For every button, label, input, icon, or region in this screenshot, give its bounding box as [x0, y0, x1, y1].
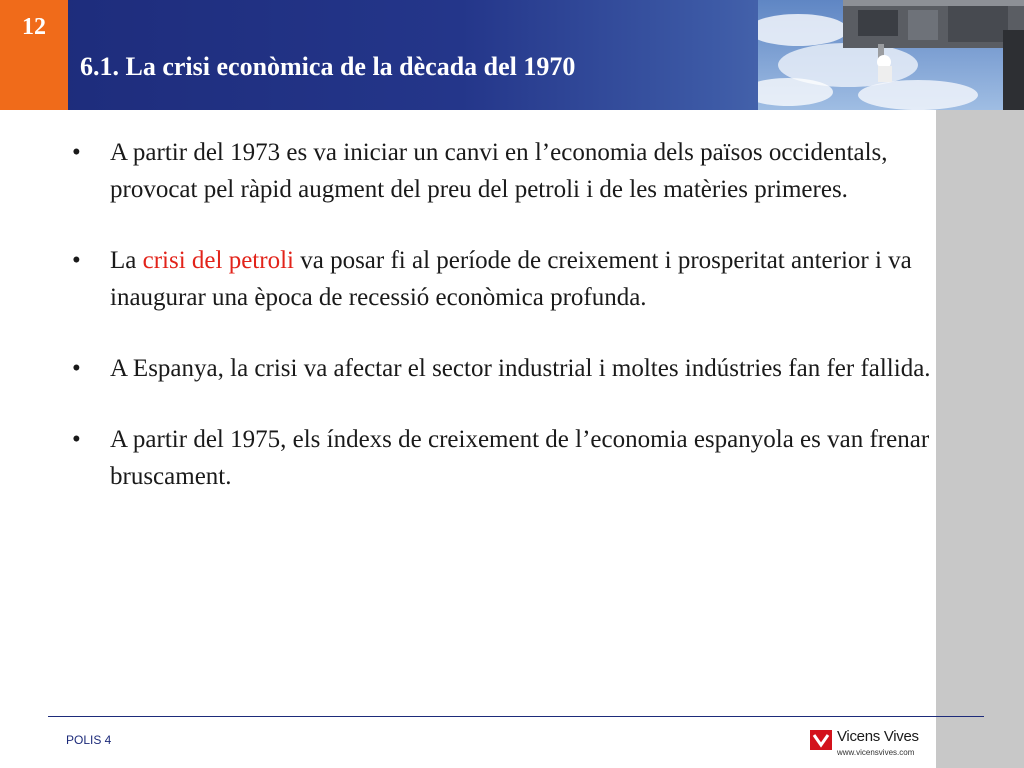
logo-name: Vicens Vives	[837, 728, 919, 745]
bullet-text: A partir del 1975, els índexs de creixement de l’economia espanyola es van frenar bruscament.	[110, 426, 930, 490]
bullet-item	[72, 242, 932, 316]
bullet-item	[72, 134, 932, 208]
bullet-item	[72, 350, 932, 387]
footer-divider	[48, 716, 984, 717]
slide-content	[72, 134, 932, 529]
bullet-dot: •	[72, 247, 81, 274]
bullet-dot: •	[72, 139, 81, 166]
slide-header	[0, 0, 1024, 110]
logo-mark-icon	[810, 730, 832, 750]
bullet-dot: •	[72, 426, 81, 453]
bullet-dot: •	[72, 355, 81, 382]
vicens-vives-logo	[810, 728, 928, 760]
logo-url: www.vicensvives.com	[837, 748, 915, 757]
slide-number: 12	[0, 0, 68, 110]
bullet-text: A Espanya, la crisi va afectar el sector industrial i moltes indústries fan fer fallida.	[110, 355, 931, 382]
slide-title: 6.1. La crisi econòmica de la dècada del 1970	[80, 52, 576, 81]
bullet-item	[72, 421, 932, 495]
bullet-text: La	[110, 247, 143, 274]
footer-book-title: POLIS 4	[66, 733, 112, 747]
highlighted-term: crisi del petroli	[142, 247, 294, 274]
bullet-text: A partir del 1973 es va iniciar un canvi en l’economia dels països occidentals, provocat pel ràpid augment del preu del petroli i de les matèries primeres.	[110, 139, 888, 203]
right-sidebar-bar	[936, 110, 1024, 768]
space-station-photo	[758, 0, 1024, 110]
bullet-text: va posar fi al període de creixement i prosperitat anterior i va inaugurar una època de recessió econòmica profunda.	[110, 247, 912, 311]
